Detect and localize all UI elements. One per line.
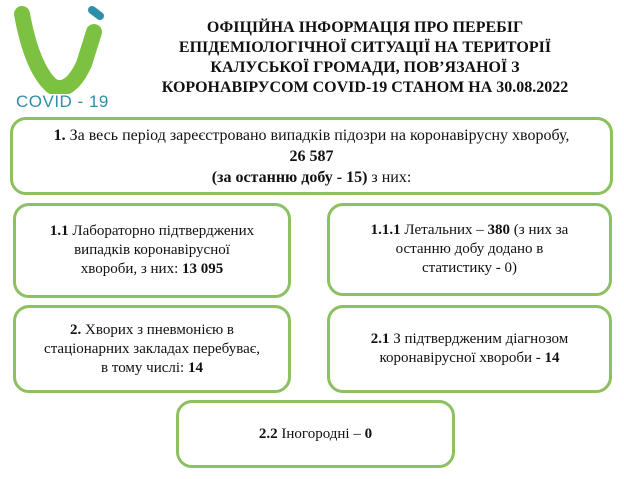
box111-text1b: (з них за — [510, 222, 569, 238]
info-box-lab-confirmed — [13, 203, 291, 298]
box22-number: 2.2 — [258, 425, 278, 442]
box111-line1 — [371, 221, 569, 240]
box1-day-count: (за останню добу - 15) — [211, 168, 368, 186]
info-box-nonresidents — [176, 400, 455, 468]
info-box-pneumonia — [13, 305, 291, 393]
box21-number: 2.1 — [370, 331, 390, 347]
box111-text3b: 0) — [504, 260, 518, 276]
title-line: ЕПІДЕМІОЛОГІЧНОЇ СИТУАЦІЇ НА ТЕРИТОРІЇ — [178, 39, 552, 56]
box111-number: 1.1.1 — [370, 222, 401, 238]
info-box-suspected-cases — [10, 117, 613, 195]
info-box-deaths — [327, 203, 612, 296]
box22-value: 0 — [364, 425, 373, 442]
box2-text3: в тому числі: — [101, 359, 188, 376]
box1-number: 1. — [53, 126, 66, 144]
box11-line3 — [81, 260, 224, 279]
box111-line3 — [422, 259, 517, 278]
box11-text3: хвороби, з них: — [80, 261, 183, 277]
box111-text3a: статистику - — [421, 260, 505, 276]
box21-line1 — [371, 330, 569, 349]
box2-text1: Хворих з пневмонією в — [81, 321, 234, 338]
title-line: КАЛУСЬКОЇ ГРОМАДИ, ПОВ’ЯЗАНОЇ З — [210, 59, 520, 76]
box1-day-suffix: з них: — [367, 168, 412, 186]
box11-value: 13 095 — [182, 261, 224, 277]
info-box-confirmed-diagnosis — [327, 305, 612, 393]
box11-text1: Лабораторно підтверджених — [68, 223, 255, 239]
covid-logo — [8, 2, 112, 110]
box22-line1 — [259, 425, 372, 444]
logo-text: COVID - 19 — [16, 92, 109, 111]
box2-line3 — [101, 359, 203, 378]
box21-text1: З підтвердженим діагнозом — [389, 331, 569, 347]
title-line: КОРОНАВІРУСОМ COVID-19 СТАНОМ НА 30.08.2022 — [161, 79, 569, 96]
box21-value: 14 — [544, 350, 560, 366]
box1-line1 — [54, 125, 570, 146]
box11-line2: випадків коронавірусної — [74, 242, 230, 258]
box21-line2 — [380, 349, 560, 368]
box22-text: Іногородні – — [277, 425, 365, 442]
box2-line1 — [70, 321, 234, 340]
box1-line3 — [212, 167, 412, 188]
box21-text2: коронавірусної хвороби - — [379, 350, 545, 366]
title-line: ОФІЦІЙНА ІНФОРМАЦІЯ ПРО ПЕРЕБІГ — [206, 19, 524, 36]
box111-line2: останню добу додано в — [395, 241, 544, 257]
page-title — [110, 18, 620, 98]
box11-line1 — [50, 222, 254, 241]
box11-number: 1.1 — [49, 223, 69, 239]
box2-value: 14 — [187, 359, 203, 376]
box111-value: 380 — [487, 222, 511, 238]
box111-text1a: Летальних – — [400, 222, 488, 238]
box1-line2 — [290, 146, 334, 167]
box2-number: 2. — [70, 321, 82, 338]
stylized-v-logo-icon — [14, 2, 106, 94]
box2-line2: стаціонарних закладах перебуває, — [44, 340, 260, 357]
box1-value: 26 587 — [289, 147, 334, 165]
box1-text: За весь період зареєстровано випадків підозри на коронавірусну хворобу, — [65, 126, 570, 144]
